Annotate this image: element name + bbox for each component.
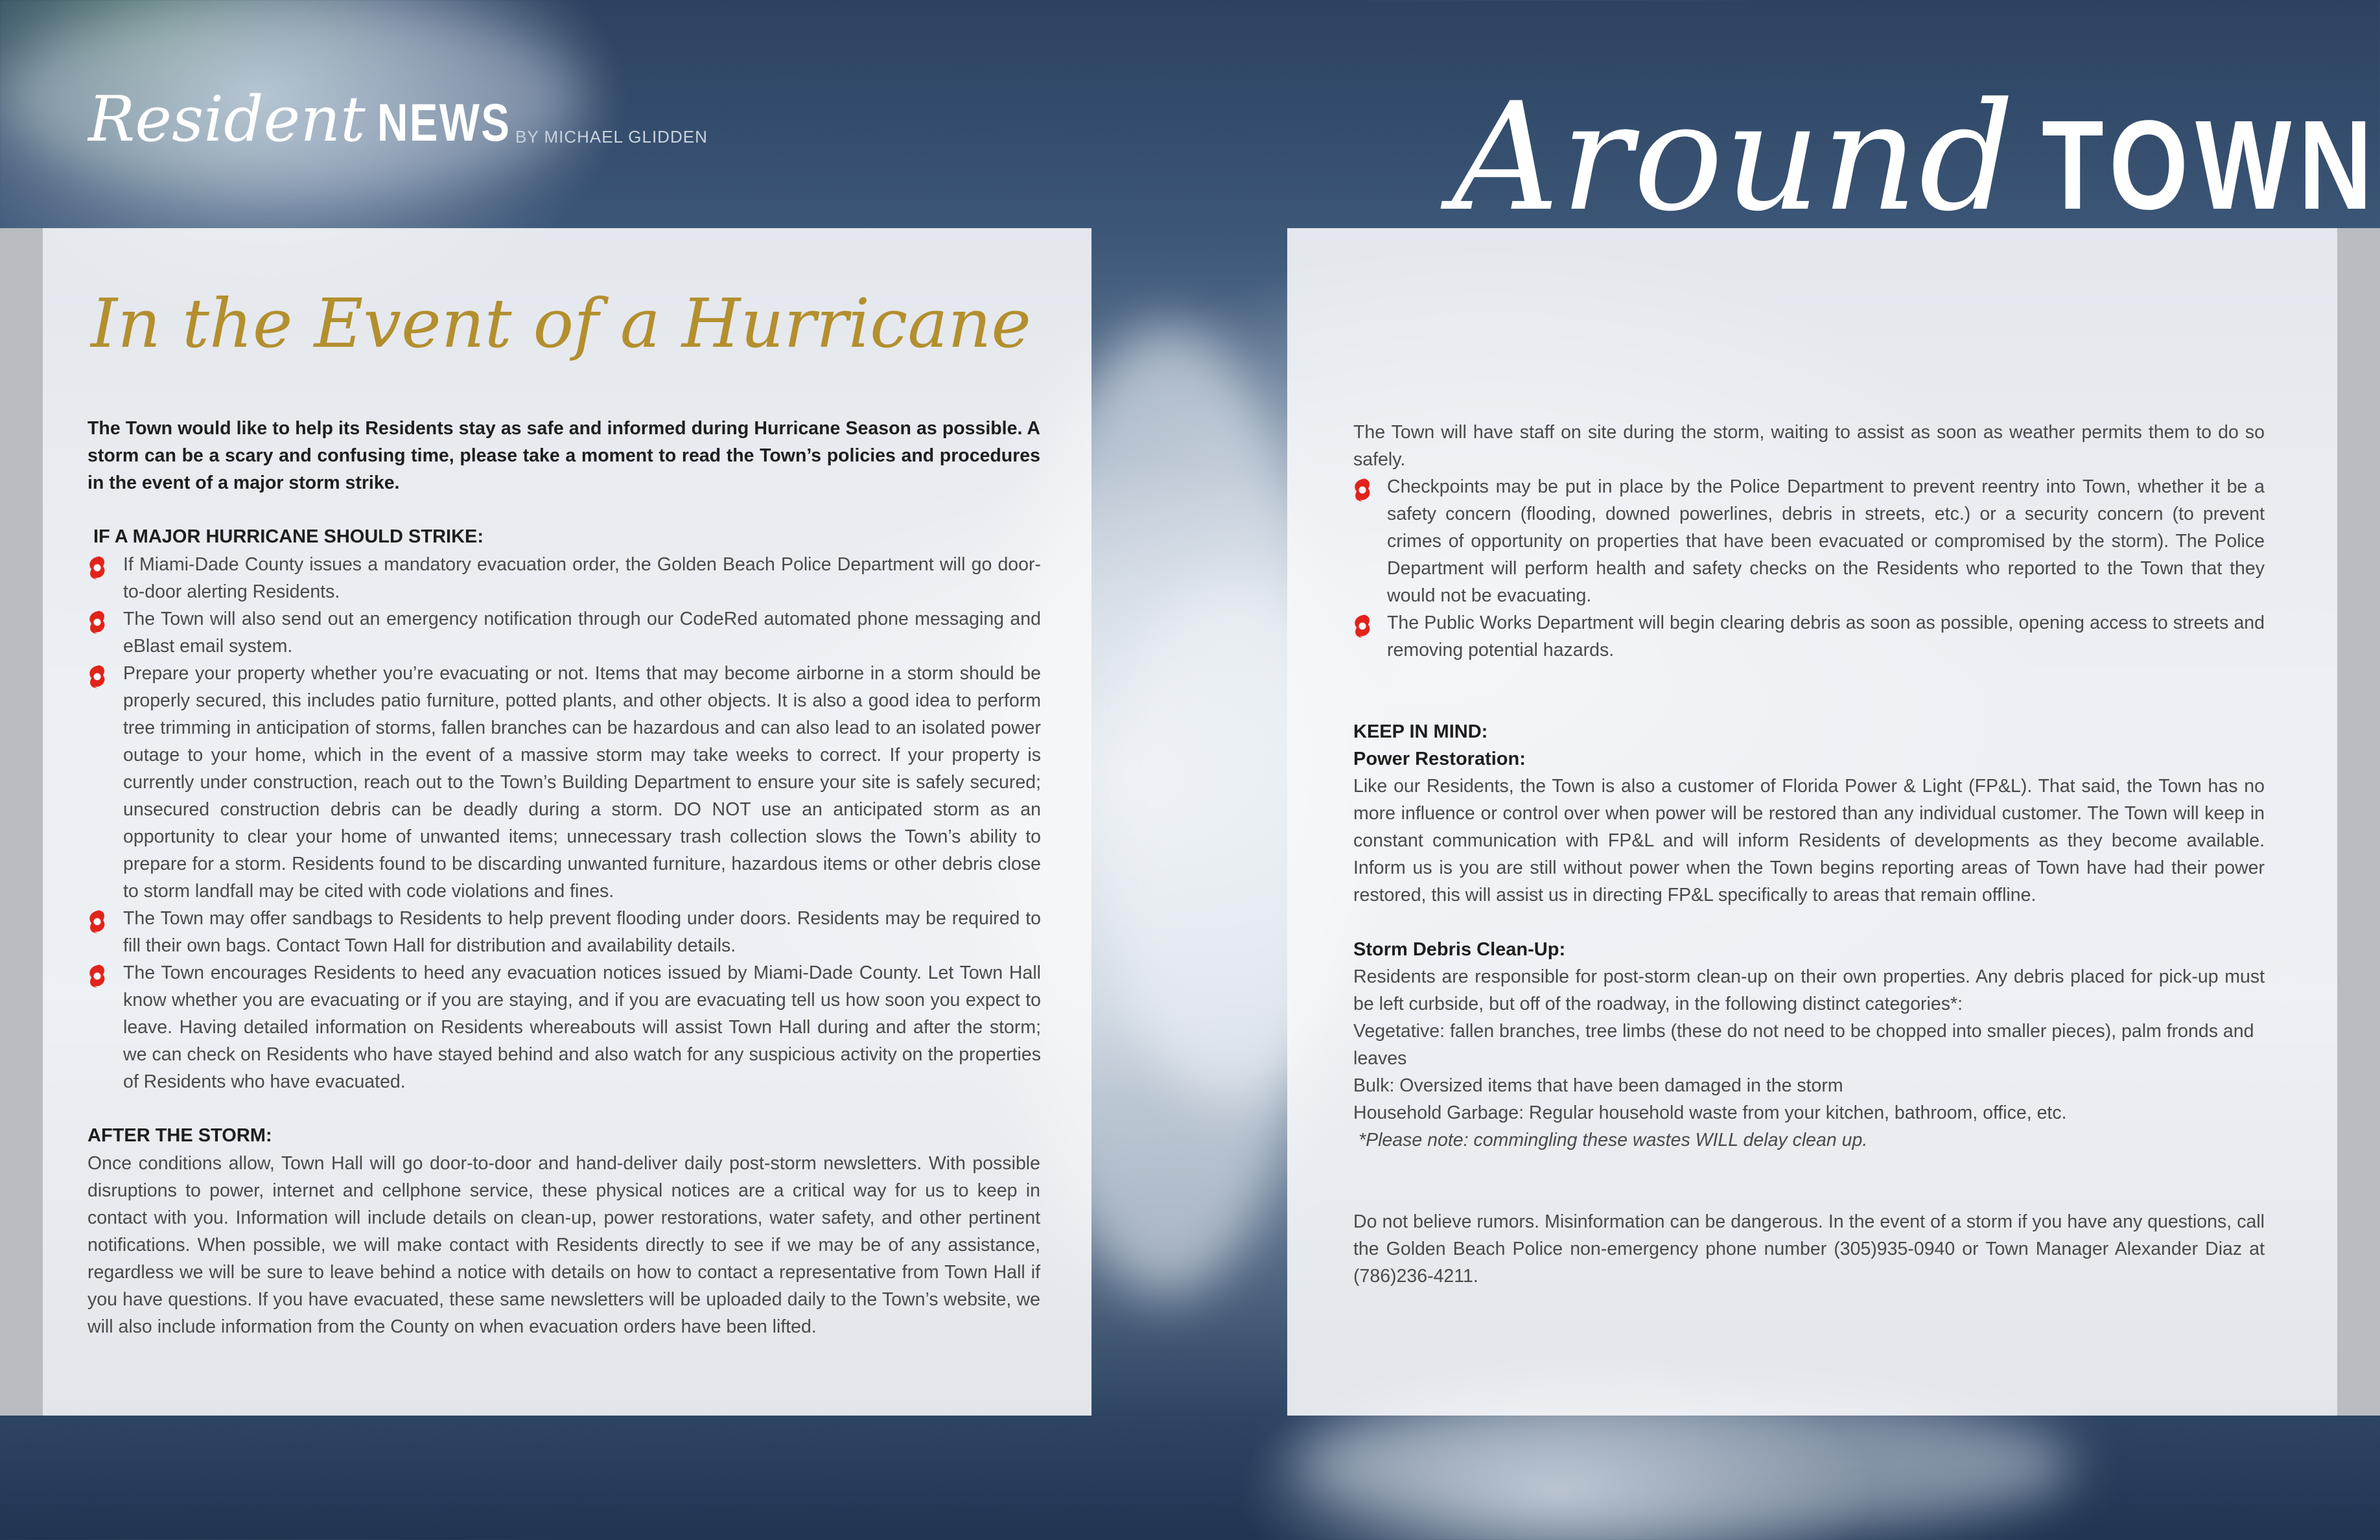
list-item: Checkpoints may be put in place by the Police Department to prevent reentry into Town, whether it be a safety concern (flooding, downed powerlines, debris in streets, etc.) or a security concern (to prevent crimes of opportunity on properties that have been evacuated or compromised by the storm). The Police Department will perform health and safety checks on the Residents who reported to the Town that they would not be evacuating. (1348, 473, 2265, 609)
after-storm-heading: AFTER THE STORM: (88, 1125, 272, 1146)
storm-debris-section (1353, 936, 2265, 1154)
byline: BY MICHAEL GLIDDEN (515, 127, 708, 146)
list-item: If Miami-Dade County issues a mandatory evacuation order, the Golden Beach Police Department will go door-to-door alerting Residents. (83, 551, 1041, 605)
town-bold-word: TOWN (2042, 94, 2379, 236)
right-edge-strip (2337, 228, 2380, 1416)
around-town-header (1452, 71, 2380, 244)
hurricane-icon (83, 554, 111, 582)
around-script-word: Around (1452, 71, 2016, 244)
article-intro: The Town would like to help its Residents stay as safe and informed during Hurricane Season as possible. A storm can be a scary and confusing time, please take a moment to read the Town’s policies and procedures in the event of a major storm strike. (88, 418, 1040, 493)
debris-household: Household Garbage: Regular household waste from your kitchen, bathroom, office, etc. (1353, 1102, 2067, 1123)
list-item: The Town encourages Residents to heed any evacuation notices issued by Miami-Dade County. Let Town Hall know whether you are evacuating or if you are staying, and if you are evacuating tell us how soon you expect to leave. Having detailed information on Residents whereabouts will assist Town Hall during and after the storm; we can check on Residents who have stayed behind and also watch for any suspicious activity on the properties of Residents who have evacuated. (83, 959, 1041, 1095)
keep-in-mind-heading: KEEP IN MIND: (1353, 721, 1488, 742)
hurricane-icon (83, 608, 111, 636)
hurricane-icon (1348, 612, 1377, 640)
major-hurricane-heading: IF A MAJOR HURRICANE SHOULD STRIKE: (93, 526, 484, 547)
left-edge-strip (0, 228, 43, 1416)
debris-note: *Please note: commingling these wastes WILL delay clean up. (1359, 1130, 1868, 1150)
section-script-word: Resident (88, 83, 366, 156)
section-header (88, 83, 544, 161)
list-item: The Town may offer sandbags to Residents to help prevent flooding under doors. Residents may be required to fill their own bags. Contact Town Hall for distribution and availability details. (83, 905, 1041, 959)
after-storm-text: Once conditions allow, Town Hall will go door-to-door and hand-deliver daily post-storm newsletters. With possible disruptions to power, internet and cellphone service, these physical notices are a critical way for us to keep in contact with you. Information will include details on clean-up, power restorations, water safety, and other pertinent notifications. When possible, we will make contact with Residents directly to see if we may be of any assistance, regardless we will be sure to leave behind a notice with details on how to contact a representative from Town Hall if you have questions. If you have evacuated, these same newsletters will be uploaded daily to the Town’s website, we will also include information from the County on when evacuation orders have been lifted. (88, 1153, 1040, 1337)
hurricane-icon (83, 662, 111, 691)
storm-debris-text: Residents are responsible for post-storm clean-up on their own properties. Any debris placed for pick-up must be left curbside, but off of the roadway, in the following distinct categories*: (1353, 966, 2265, 1014)
hurricane-icon (83, 907, 111, 936)
debris-vegetative: Vegetative: fallen branches, tree limbs (these do not need to be chopped into smaller pieces), palm fronds and leaves (1353, 1021, 2254, 1069)
after-storm-list (1348, 473, 2265, 664)
keep-in-mind-section (1353, 718, 2265, 909)
list-item: The Town will also send out an emergency notification through our CodeRed automated phone messaging and eBlast email system. (83, 605, 1041, 660)
section-bold-word: NEWS (377, 93, 511, 152)
article-title: In the Event of a Hurricane (91, 284, 1031, 363)
power-restoration-text: Like our Residents, the Town is also a customer of Florida Power & Light (FP&L). That said, the Town has no more influence or control over when power will be restored than any individual customer. The Town will keep in constant communication with FP&L and will inform Residents of developments as they become available. Inform us is you are still without power when the Town begins reporting areas of Town have had their power restored, this will assist us in directing FP&L specifically to areas that remain offline. (1353, 776, 2265, 905)
staff-on-site-text: The Town will have staff on site during the storm, waiting to assist as soon as weather permits them to do so safely. (1353, 422, 2265, 470)
hurricane-icon (83, 962, 111, 990)
major-hurricane-list (83, 551, 1041, 1095)
list-item: Prepare your property whether you’re evacuating or not. Items that may become airborne in a storm should be properly secured, this includes patio furniture, potted plants, and other objects. It is also a good idea to perform tree trimming in anticipation of storms, fallen branches can be hazardous and can also lead to an isolated power outage to your home, which in the event of a massive storm may take weeks to correct. If your property is currently under construction, reach out to the Town’s Building Department to ensure your site is safely secured; unsecured construction debris can be deadly during a storm. DO NOT use an anticipated storm as an opportunity to clear your home of unwanted items; unnecessary trash collection slows the Town’s ability to prepare for a storm. Residents found to be discarding unwanted furniture, hazardous items or other debris close to storm landfall may be cited with code violations and fines. (83, 660, 1041, 905)
hurricane-icon (1348, 476, 1377, 504)
storm-debris-heading: Storm Debris Clean-Up: (1353, 939, 1566, 960)
power-restoration-heading: Power Restoration: (1353, 749, 1526, 769)
list-item: The Public Works Department will begin clearing debris as soon as possible, opening access to streets and removing potential hazards. (1348, 609, 2265, 664)
closing-text: Do not believe rumors. Misinformation can be dangerous. In the event of a storm if you have any questions, call the Golden Beach Police non-emergency phone number (305)935-0940 or Town Manager Alexander Diaz at (786)236-4211. (1353, 1211, 2265, 1287)
debris-bulk: Bulk: Oversized items that have been damaged in the storm (1353, 1075, 1843, 1096)
